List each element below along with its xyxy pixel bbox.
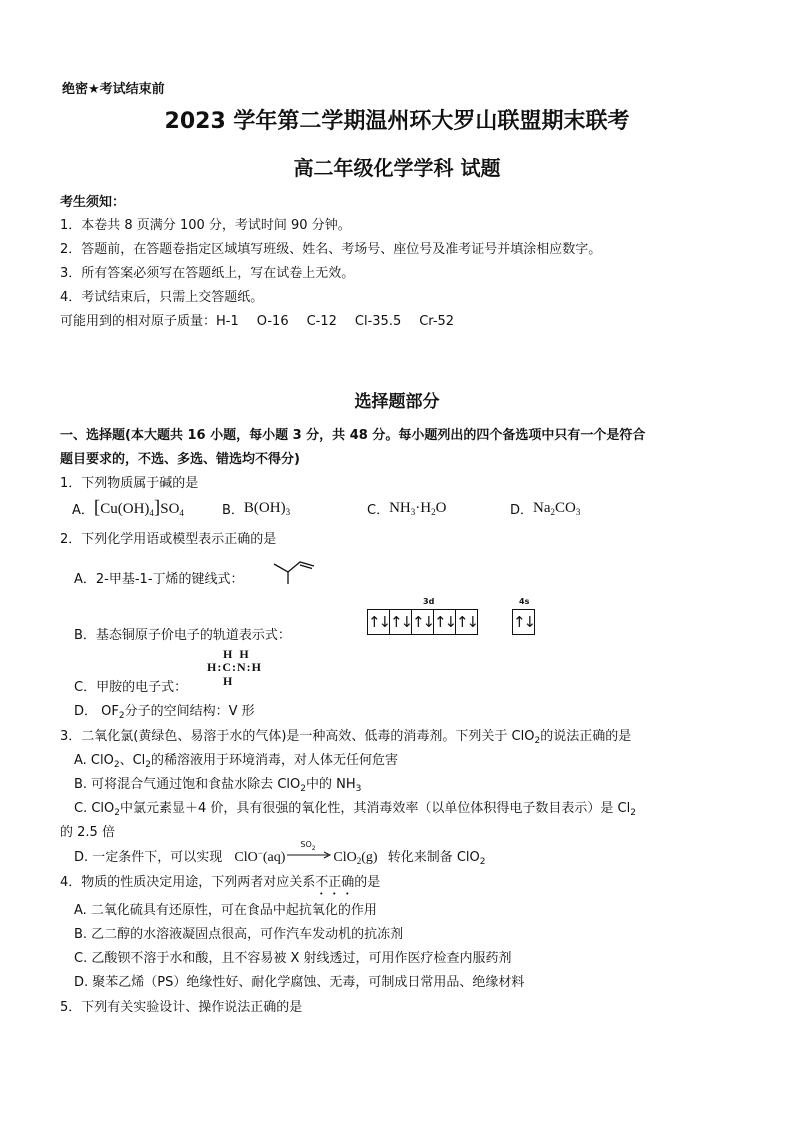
orbital-cell: ↑↓ — [434, 610, 456, 634]
q1-option-c: C． $NH_3\cdot H_2O$ — [367, 499, 447, 518]
orbital-4s-label: 4s — [519, 597, 530, 606]
orbital-cell: ↑↓ — [368, 610, 390, 634]
q1-stem: 1．下列物质属于碱的是 — [60, 476, 199, 491]
orbital-cell: ↑↓ — [512, 613, 535, 631]
q3-option-d: D. 一定条件下，可以实现 ClO−(aq) $SO_2$ ClO$_2$(g) 转化来制备 ClO$_2$ — [74, 840, 486, 867]
emphasis-not-correct: 不正确 — [315, 875, 355, 890]
atomic-mass: C-12 — [306, 314, 337, 329]
reactant-chlorite: ClO−(aq) — [234, 848, 286, 865]
reaction-arrow — [286, 840, 332, 861]
atomic-mass: H-1 — [216, 314, 239, 329]
notice-item: 1．本卷共 8 页满分 100 分，考试时间 90 分钟。 — [60, 218, 351, 233]
formula-of2: $OF_2$ — [101, 704, 125, 721]
confidential-mark: 绝密★考试结束前 — [62, 82, 165, 97]
q2-stem: 2．下列化学用语或模型表示正确的是 — [60, 532, 277, 547]
q3-option-a: A. ClO$_2$、$Cl_2$的稀溶液用于环境消毒，对人体无任何危害 — [74, 753, 399, 770]
q4-option-b: B. 乙二醇的水溶液凝固点很高，可作汽车发动机的抗冻剂 — [74, 927, 404, 942]
formula-sodium-carbonate: $Na_2CO_3$ — [533, 499, 581, 517]
notice-item: 4．考试结束后，只需上交答题纸。 — [60, 290, 264, 305]
section-intro: 一、选择题(本大题共 16 小题，每小题 3 分，共 48 分。每小题列出的四个备选项中只有一个是符合 — [60, 428, 646, 443]
section-intro: 题目要求的，不选、多选、错选均不得分) — [60, 452, 300, 467]
q4-option-a: A. 二氧化硫具有还原性，可在食品中起抗氧化的作用 — [74, 903, 377, 918]
notice-item: 3．所有答案必须写在答题纸上，写在试卷上无效。 — [60, 266, 355, 281]
exam-title: 2023 学年第二学期温州环大罗山联盟期末联考 — [164, 109, 630, 134]
q3-option-b: B. 可将混合气通过饱和食盐水除去 ClO$_2$中的 $NH_3$ — [74, 777, 362, 794]
lewis-top-h: H H — [223, 647, 251, 661]
q1-option-d: D． $Na_2CO_3$ — [510, 499, 581, 518]
orbital-3d-label: 3d — [423, 597, 435, 606]
atomic-mass: O-16 — [256, 314, 289, 329]
q3-option-c-continued: 的 2.5 倍 — [60, 825, 115, 840]
lewis-middle: H:C:N:H — [207, 660, 262, 674]
notice-item: 2．答题前，在答题卷指定区域填写班级、姓名、考场号、座位号及准考证号并填涂相应数字。 — [60, 242, 602, 257]
orbital-cell: ↑↓ — [412, 610, 434, 634]
lewis-bottom-h: H — [223, 674, 233, 688]
orbital-3d-boxes — [367, 609, 478, 635]
section-title: 选择题部分 — [354, 392, 440, 412]
atomic-mass: Cr-52 — [419, 314, 455, 329]
formula-ammonia-hydrate: $NH_3\cdot H_2O$ — [389, 499, 447, 517]
skeletal-formula-2-methyl-1-butene — [270, 554, 326, 586]
atomic-mass: Cl-35.5 — [354, 314, 402, 329]
orbital-cell: ↑↓ — [390, 610, 412, 634]
orbital-cell: ↑↓ — [455, 613, 478, 631]
q4-option-d: D. 聚苯乙烯（PS）绝缘性好、耐化学腐蚀、无毒，可制成日常用品、绝缘材料 — [74, 975, 525, 990]
q3-option-c: C. ClO$_2$中氯元素显＋4 价，具有很强的氧化性，其消毒效率（以单位体积得电子数目表示）是 $Cl_2$ — [74, 801, 636, 818]
q4-option-c: C. 乙酸钡不溶于水和酸，且不容易被 X 射线透过，可用作医疗检查内服药剂 — [74, 951, 512, 966]
q1-option-a: A． $[Cu(OH)_4]SO_4$ — [72, 497, 184, 518]
atomic-masses-label: 可能用到的相对原子质量： — [60, 314, 217, 329]
q2-option-a: A．2-甲基-1-丁烯的键线式： — [74, 572, 244, 587]
q2-option-b: B．基态铜原子价电子的轨道表示式： — [74, 628, 291, 643]
formula-boric-acid: $B(OH)_3$ — [243, 499, 291, 517]
q1-option-b: B． $B(OH)_3$ — [222, 499, 291, 518]
q3-stem: 3．二氧化氯(黄绿色、易溶于水的气体)是一种高效、低毒的消毒剂。下列关于 ClO$_2$的说法正确的是 — [60, 729, 632, 746]
q2-option-c: C．甲胺的电子式： — [74, 680, 188, 695]
orbital-4s-box — [512, 609, 535, 635]
q4-stem: 4．物质的性质决定用途，下列两者对应关系不正确的是 — [60, 875, 381, 890]
notice-heading: 考生须知： — [60, 195, 126, 210]
q2-option-d: D． $OF_2$分子的空间结构：V 形 — [74, 704, 255, 721]
product-clo2: ClO$_2$(g) — [333, 850, 378, 866]
atomic-masses-line — [60, 310, 454, 329]
reaction-reagent: $SO_2$ — [300, 840, 316, 852]
exam-subtitle: 高二年级化学学科 试题 — [293, 156, 501, 180]
q5-stem: 5．下列有关实验设计、操作说法正确的是 — [60, 1000, 303, 1015]
formula-cu-complex: $[Cu(OH)_4]SO_4$ — [93, 497, 184, 518]
